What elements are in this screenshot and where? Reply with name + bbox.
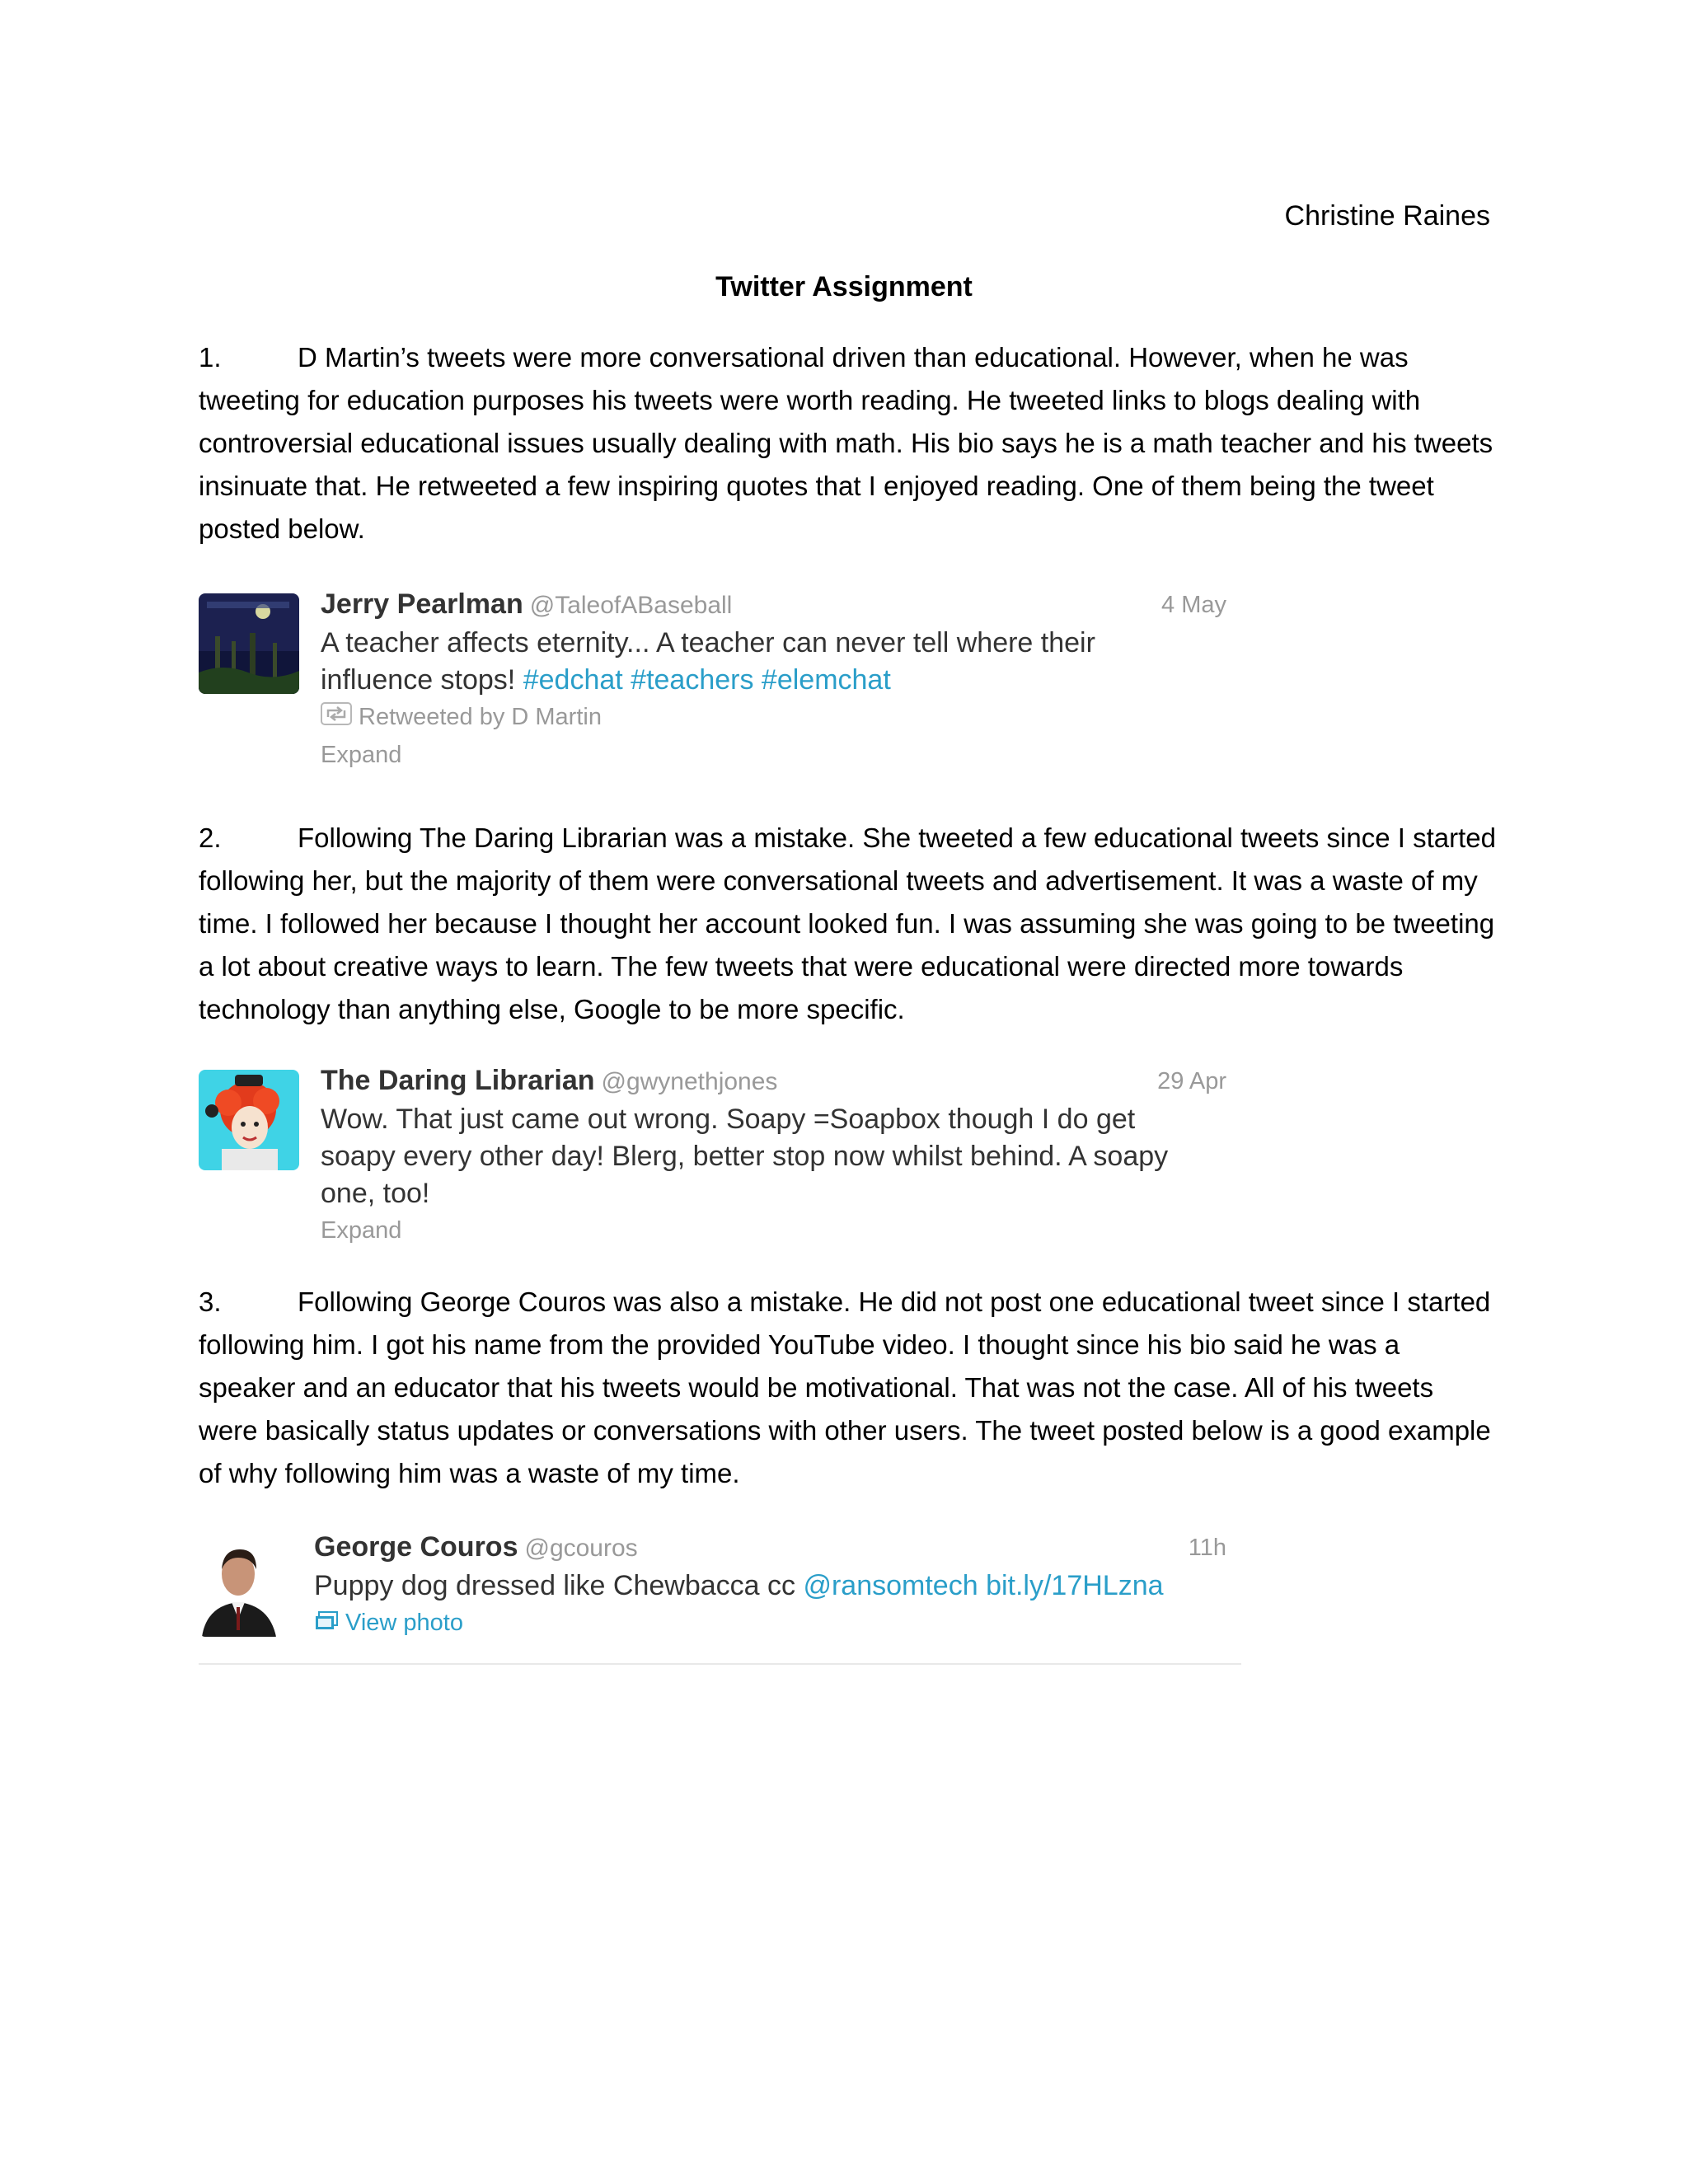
expand-link[interactable]: Expand <box>321 1217 402 1244</box>
tweet-author-name[interactable]: Jerry Pearlman <box>321 588 523 620</box>
author-name: Christine Raines <box>1284 200 1490 232</box>
paragraph-text: Following George Couros was also a mistake. He did not post one educational tweet since I started following him. I got his name from the provided YouTube video. I thought since his bio said he was a speaker and an educator that his tweets would be motivational. That was not the case. All of his tweets were basically status updates or conversations with other users. The tweet posted below is a good example of why following him was a waste of my time. <box>199 1286 1491 1488</box>
tweet-text: Puppy dog dressed like Chewbacca cc <box>314 1570 795 1601</box>
document-title: Twitter Assignment <box>715 271 973 302</box>
avatar[interactable] <box>199 1536 281 1637</box>
tweet-text: A teacher affects eternity... A teacher can never tell where their influence stops! <box>321 627 1095 696</box>
paragraph-text: D Martin’s tweets were more conversational driven than educational. However, when he was tweeting for education purposes his tweets were worth reading. He tweeted links to blogs dealing with controversial educational issues usually dealing with math. His bio says he is a math teacher and his tweets insinuate that. He retweeted a few inspiring quotes that I enjoyed reading. One of them being the tweet posted below. <box>199 342 1493 544</box>
paragraph-number: 1. <box>199 342 222 373</box>
paragraph-number: 3. <box>199 1286 222 1317</box>
view-photo-label: View photo <box>345 1610 463 1636</box>
retweet-icon <box>321 700 352 737</box>
tweet-card-jerry-pearlman <box>199 588 1241 783</box>
paragraph-number: 2. <box>199 823 222 853</box>
tweet-text: Wow. That just came out wrong. Soapy =Soapbox though I do get soapy every other day! Blerg, better stop now whilst behind. A soapy one, too! <box>321 1104 1169 1209</box>
paragraph-text: Following The Daring Librarian was a mistake. She tweeted a few educational tweets since I started following her, but the majority of them were conversational tweets and advertisement. It was a waste of my time. I followed her because I thought her account looked fun. I was assuming she was going to be tweeting a lot about creative ways to learn. The few tweets that were educational were directed more towards technology than anything else, Google to be more specific. <box>199 823 1496 1024</box>
tweet-handle[interactable]: @gwynethjones <box>601 1068 778 1095</box>
retweeted-by-label: Retweeted by D Martin <box>359 704 602 730</box>
expand-link[interactable]: Expand <box>321 741 402 768</box>
view-photo-link[interactable] <box>314 1605 1241 1643</box>
tweet-link[interactable]: bit.ly/17HLzna <box>986 1570 1164 1601</box>
tweet-author-name[interactable]: George Couros <box>314 1531 518 1563</box>
paragraph-2 <box>199 817 1497 1031</box>
tweet-timestamp[interactable]: 11h <box>1188 1535 1226 1561</box>
tweet-handle[interactable]: @gcouros <box>524 1535 638 1562</box>
tweet-timestamp[interactable]: 29 Apr <box>1157 1068 1226 1094</box>
tweet-author-name[interactable]: The Daring Librarian <box>321 1065 595 1096</box>
tweet-handle[interactable]: @TaleofABaseball <box>529 592 733 619</box>
photo-icon <box>314 1605 339 1643</box>
paragraph-3 <box>199 1281 1497 1495</box>
avatar[interactable] <box>199 593 299 694</box>
retweet-info <box>321 699 1241 737</box>
avatar[interactable] <box>199 1070 299 1170</box>
paragraph-1 <box>199 336 1497 551</box>
tweet-hashtags[interactable]: #edchat #teachers #elemchat <box>523 664 891 696</box>
tweet-card-george-couros <box>199 1531 1241 1652</box>
tweet-timestamp[interactable]: 4 May <box>1161 592 1226 618</box>
tweet-card-daring-librarian <box>199 1065 1241 1259</box>
tweet-mention[interactable]: @ransomtech <box>803 1570 978 1601</box>
divider <box>199 1663 1241 1665</box>
